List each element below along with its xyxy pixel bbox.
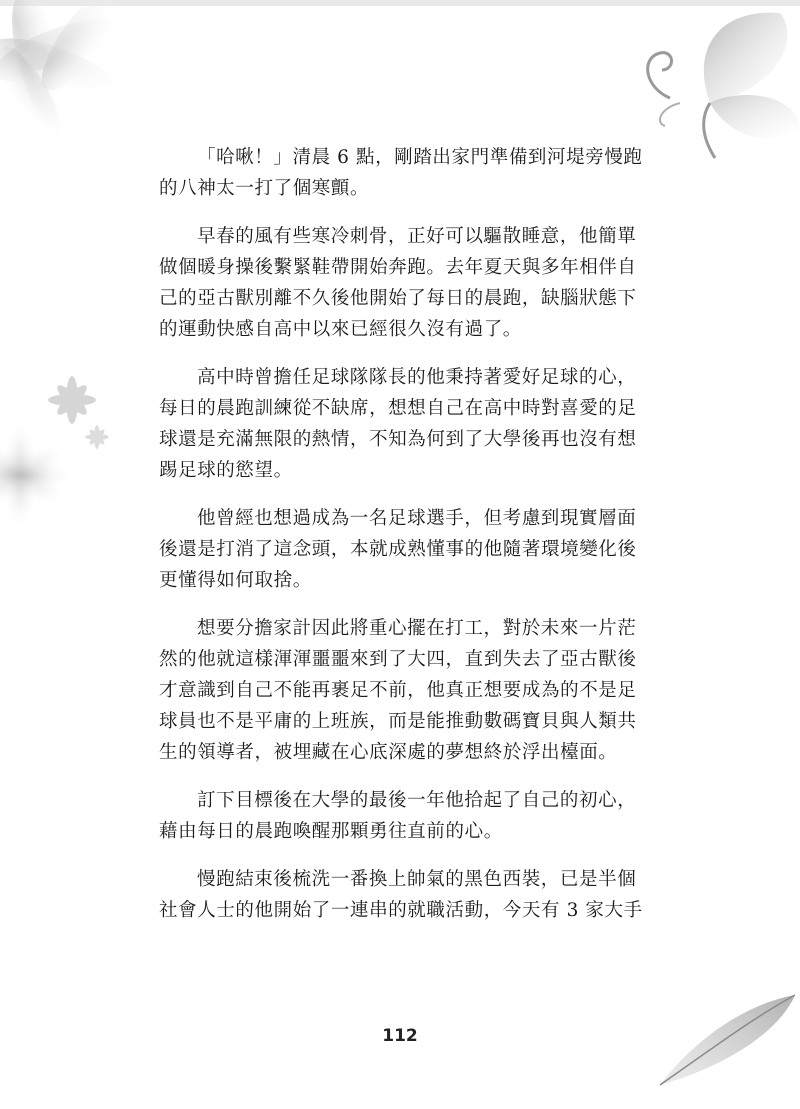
text-line: 做個暖身操後繫緊鞋帶開始奔跑。去年夏天與多年相伴自 — [159, 257, 637, 278]
body-text — [159, 142, 649, 943]
text-line: 然的他就這樣渾渾噩噩來到了大四，直到失去了亞古獸後 — [159, 649, 637, 670]
paragraph — [159, 864, 649, 926]
paragraph — [159, 785, 649, 847]
flower-decoration-top-left — [0, 0, 190, 160]
text-line: 的運動快感自高中以來已經很久沒有過了。 — [159, 319, 522, 340]
text-line: 球員也不是平庸的上班族，而是能推動數碼寶貝與人類共 — [159, 711, 637, 732]
text-line: 社會人士的他開始了一連串的就職活動，今天有 3 家大手 — [159, 900, 643, 921]
text-line: 的八神太一打了個寒顫。 — [159, 178, 370, 199]
text-line: 每日的晨跑訓練從不缺席，想想自己在高中時對喜愛的足 — [159, 398, 637, 419]
text-line: 慢跑結束後梳洗一番換上帥氣的黑色西裝，已是半個 — [197, 869, 637, 890]
flower-decoration-left — [0, 355, 130, 555]
paragraph — [159, 142, 649, 204]
text-line: 早春的風有些寒冷刺骨，正好可以驅散睡意，他簡單 — [197, 226, 637, 247]
page-number: 112 — [382, 1026, 418, 1046]
text-line: 想要分擔家計因此將重心擺在打工，對於未來一片茫 — [197, 618, 637, 639]
butterfly-decoration — [630, 8, 800, 168]
paragraph — [159, 362, 649, 486]
text-line: 他曾經也想過成為一名足球選手，但考慮到現實層面 — [197, 508, 637, 529]
text-line: 訂下目標後在大學的最後一年他拾起了自己的初心， — [197, 790, 637, 811]
text-line: 後還是打消了這念頭，本就成熟懂事的他隨著環境變化後 — [159, 539, 637, 560]
paragraph — [159, 503, 649, 596]
paragraph — [159, 613, 649, 768]
text-line: 更懂得如何取捨。 — [159, 570, 312, 591]
text-line: 藉由每日的晨跑喚醒那顆勇往直前的心。 — [159, 821, 503, 842]
text-line: 己的亞古獸別離不久後他開始了每日的晨跑，缺腦狀態下 — [159, 288, 637, 309]
text-line: 踢足球的慾望。 — [159, 460, 293, 481]
paragraph — [159, 221, 649, 345]
text-line: 生的領導者，被埋藏在心底深處的夢想終於浮出檯面。 — [159, 742, 618, 763]
text-line: 「哈啾！」清晨 6 點，剛踏出家門準備到河堤旁慢跑 — [197, 147, 643, 168]
text-line: 才意識到自己不能再裹足不前，他真正想要成為的不是足 — [159, 680, 637, 701]
text-line: 球還是充滿無限的熱情，不知為何到了大學後再也沒有想 — [159, 429, 637, 450]
text-line: 高中時曾擔任足球隊隊長的他秉持著愛好足球的心， — [197, 367, 637, 388]
